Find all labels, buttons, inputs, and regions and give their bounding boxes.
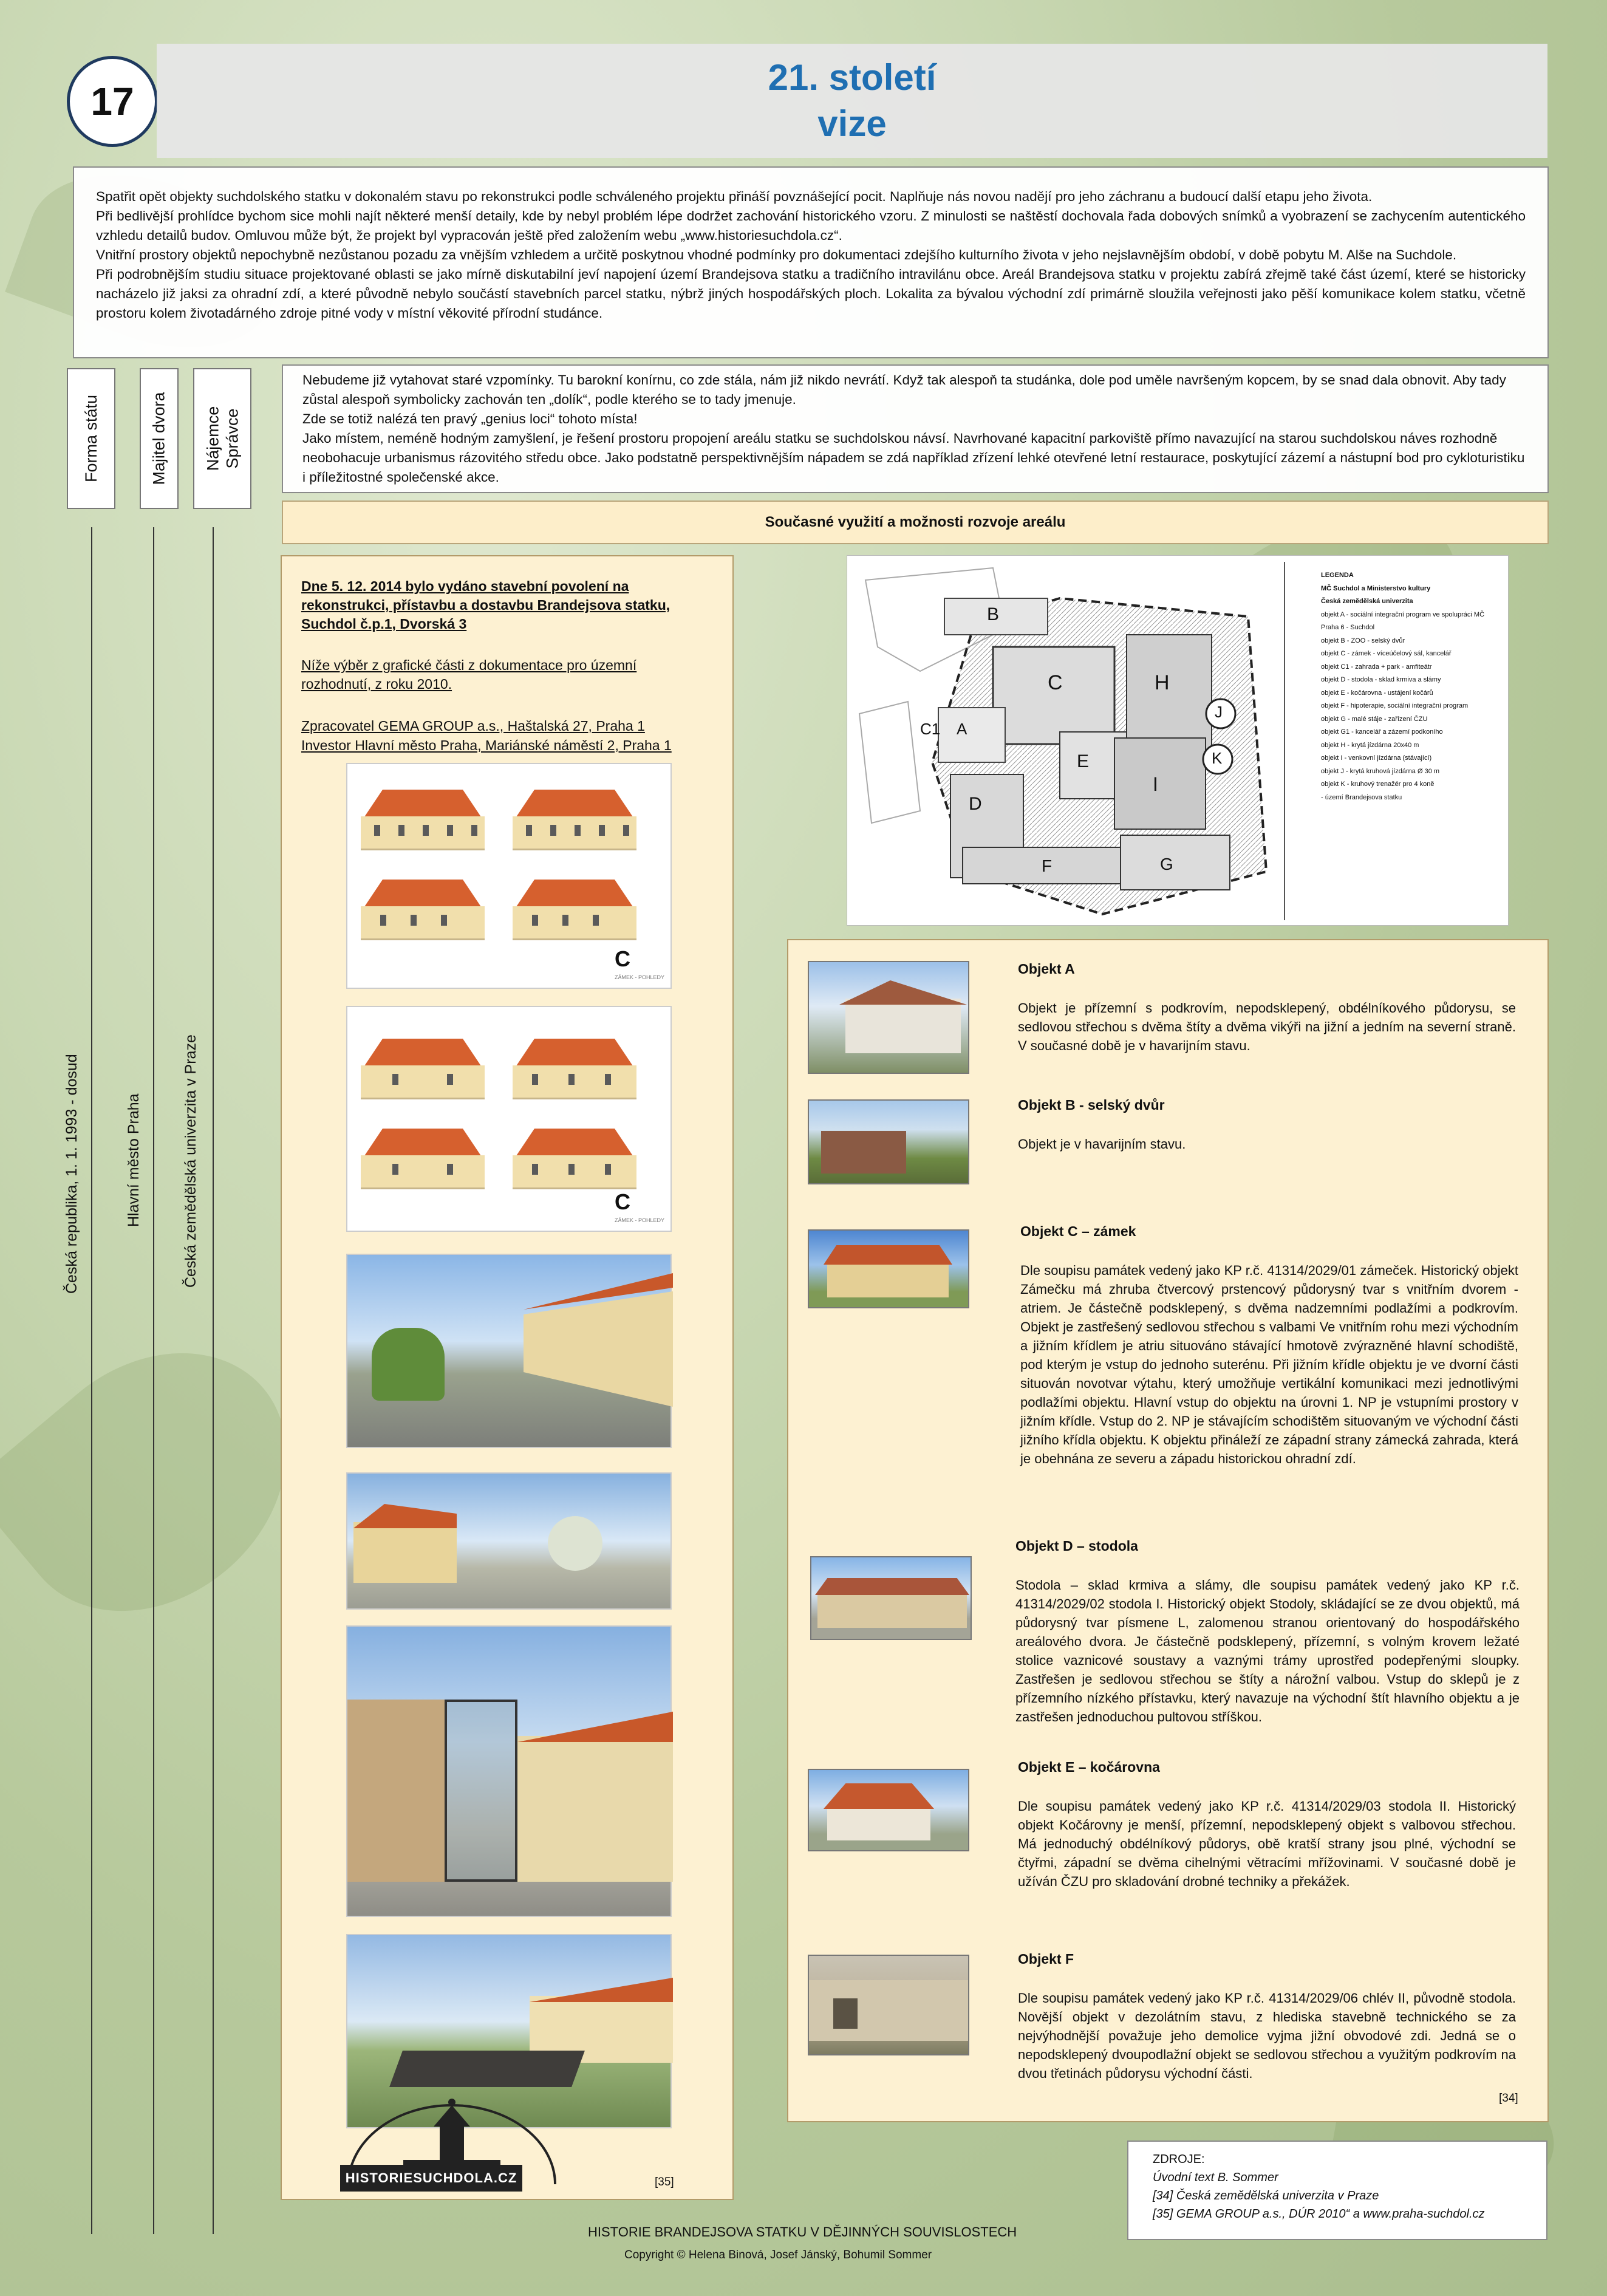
legend-item: MČ Suchdol a Ministerstvo kultury — [1321, 584, 1431, 592]
source-line: [34] Česká zemědělská univerzita v Praze — [1153, 2189, 1379, 2202]
photo-objekt-a — [808, 961, 969, 1074]
sheet-label: C — [615, 946, 630, 971]
objekt-c-heading: Objekt C – zámek — [1020, 1223, 1136, 1239]
najemce-label: Nájemce — [203, 406, 222, 471]
map-label-c1: C1 — [920, 720, 941, 738]
elevation-sheet-2 — [346, 1006, 672, 1232]
map-label-h: H — [1155, 671, 1170, 694]
site-plan-map — [847, 555, 1509, 926]
legend-title: LEGENDA — [1321, 572, 1354, 579]
elevation-sheet-1 — [346, 763, 672, 989]
facade-drawing — [356, 790, 490, 850]
permit-investor: Investor Hlavní město Praha, Mariánské náměstí 2, Praha 1 — [301, 737, 672, 753]
legend-item: objekt E - kočárovna - ustájení kočárů — [1321, 689, 1433, 697]
map-label-b: B — [987, 604, 1000, 624]
timeline-line — [213, 527, 214, 2234]
forma-value: Česká republika, 1. 1. 1993 - dosud — [63, 1054, 80, 1294]
section-heading: Současné využití a možnosti rozvoje areálu — [282, 501, 1549, 544]
sources-box — [1127, 2141, 1547, 2240]
photo-objekt-e — [808, 1769, 969, 1851]
legend-item: objekt K - kruhový trenažér pro 4 koně — [1321, 781, 1435, 788]
legend-item: objekt G1 - kancelář a zázemí podkoního — [1321, 728, 1443, 736]
legend-item: objekt B - ZOO - selský dvůr — [1321, 637, 1405, 644]
logo — [336, 2093, 567, 2196]
facade-drawing — [356, 880, 490, 940]
logo-text: HISTORIESUCHDOLA.CZ — [340, 2165, 522, 2192]
majitel-value: Hlavní město Praha — [125, 1093, 142, 1227]
objekt-d-heading: Objekt D – stodola — [1015, 1538, 1138, 1554]
render-1 — [346, 1254, 672, 1448]
map-label-c: C — [1048, 671, 1063, 694]
legend-item: objekt C1 - zahrada + park - amfiteátr — [1321, 663, 1432, 671]
objekt-f-heading: Objekt F — [1018, 1951, 1074, 1967]
objects-panel — [787, 939, 1549, 2122]
map-label-d: D — [969, 794, 982, 814]
timeline-line — [153, 527, 154, 2234]
vision-paragraph: Zde se totiž nalézá ten pravý „genius loci“ tohoto místa! — [302, 411, 638, 426]
photo-objekt-d — [810, 1556, 972, 1640]
page-number: 17 — [67, 56, 158, 147]
legend-item: objekt D - stodola - sklad krmiva a slámy — [1321, 676, 1441, 683]
objekt-d-text: Stodola – sklad krmiva a slámy, dle soupisu památek vedený jako KP r.č. 41314/2029/02 stodola I. Historický objekt Stodoly, skládající se ze dvou objektů, má půdorysný tvar písmene L, zalomenou stranou orientovaný do hospodářského areálového dvora. Je částečně podsklepený, přízemní, s volným krovem ležaté stolice vaznicové soustavy a vaznými trámy uprostřed podepřenými sloupky. Zastřešen je sedlovou střechou se štíty a nárožní valbou. Vstup do sklepů je z přízemního nízkého přístavku, který navazuje na východní štít hlavního objektu a je zastřešen jednoduchou pultovou stříškou. — [1015, 1577, 1520, 1724]
map-label-a: A — [957, 720, 967, 738]
facade-drawing — [508, 1129, 641, 1189]
legend-item: objekt J - krytá kruhová jízdárna Ø 30 m — [1321, 767, 1440, 775]
page-title: 21. století — [768, 57, 937, 98]
legend-item: - území Brandejsova statku — [1321, 793, 1402, 801]
objects-ref: [34] — [1499, 2092, 1518, 2105]
objekt-e-heading: Objekt E – kočárovna — [1018, 1759, 1160, 1775]
sources-title: ZDROJE: — [1153, 2153, 1205, 2166]
photo-objekt-b — [808, 1099, 969, 1184]
footer-title: HISTORIE BRANDEJSOVA STATKU V DĚJINNÝCH SOUVISLOSTECH — [588, 2224, 1017, 2240]
legend-item: objekt A - sociální integrační program ve spolupráci MČ Praha 6 - Suchdol — [1321, 610, 1485, 631]
timeline-line — [91, 527, 92, 2234]
page-subtitle: vize — [817, 103, 887, 144]
render-2 — [346, 1472, 672, 1610]
facade-drawing — [356, 1129, 490, 1189]
intro-text-box — [73, 166, 1549, 358]
title-bar — [157, 44, 1547, 158]
tab-forma-statu — [67, 368, 115, 509]
vision-text-box — [282, 364, 1549, 493]
vision-paragraph: Nebudeme již vytahovat staré vzpomínky. Tu barokní konírnu, co zde stála, nám již nikdo nevrátí. Když tak alespoň ta studánka, dole pod uměle navršeným kopcem, by se snad dala obnovit. Aby tady zůstal alespoň symbolicky zachován ten „dolík“, podle kterého se to tady jmenuje. — [302, 372, 1506, 407]
source-line: [35] GEMA GROUP a.s., DÚR 2010“ a www.praha-suchdol.cz — [1153, 2207, 1485, 2221]
footer-copyright: Copyright © Helena Binová, Josef Jánský, Bohumil Sommer — [624, 2249, 932, 2261]
sheet-caption: ZÁMEK - POHLEDY — [615, 974, 665, 980]
objekt-b-text: Objekt je v havarijním stavu. — [1018, 1136, 1186, 1152]
render-3-courtyard — [346, 1625, 672, 1917]
objekt-c-text: Dle soupisu památek vedený jako KP r.č. 41314/2029/01 zámeček. Historický objekt Zámečku má zhruba čtvercový prstencový půdorysný tvar s vnitřním dvorem - atriem. Je částečně podsklepený, s dvěma nadzemními podlažími a podkrovím. Objekt je zastřešený sedlovou střechou s valbami Ve vnitřním rohu mezi východním a jižním křídlem je atriu situováno stávající hmotově zvýrazněné hlavní schodiště, pod kterým je vstup do jednoho suterénu. Při jižním křídle objektu je ve dvorní části situován novotvar výtahu, který umožňuje vertikální komunikaci mezi jednotlivými podlažími objektu. Hlavní vstup do objektu na úrovni 1. NP je vstupními prostory v jižním křídle. Vstup do 2. NP je stávajícím schodištěm situovaným ve východní části jižního křídla objektu. K objektu přináleží ze západní strany zámecká zahrada, která je obehnána ze severu a západu historickou ohradní zdí. — [1020, 1263, 1518, 1466]
photo-objekt-f — [808, 1955, 969, 2055]
tab-majitel-dvora — [140, 368, 179, 509]
legend-item: Česká zemědělská univerzita — [1321, 598, 1413, 605]
intro-paragraph: Při bedlivější prohlídce bychom sice mohli najít některé menší detaily, kde by nebyl problém lépe dodržet zachování historického vzoru. Z minulosti se naštěstí dochovala řada dobových snímků a vyobrazení se zachycením autentického vzhledu detailů budov. Omluvou může být, že projekt byl vypracován ještě před založením webu „www.historiesuchdola.cz“. — [96, 208, 1526, 243]
permit-panel — [281, 555, 734, 2200]
tab-label: Majitel dvora — [150, 392, 168, 485]
legend-item: objekt G - malé stáje - zařízení ČZU — [1321, 715, 1428, 723]
map-label-j: J — [1215, 703, 1223, 721]
render-ref: [35] — [655, 2176, 674, 2188]
map-label-g: G — [1160, 855, 1173, 873]
sheet-label: C — [615, 1189, 630, 1214]
legend-item: objekt F - hipoterapie, sociální integrační program — [1321, 702, 1469, 709]
spravce-label: Správce — [223, 408, 242, 469]
tab-label — [203, 406, 242, 471]
map-legend — [1321, 569, 1503, 804]
intro-paragraph: Spatřit opět objekty suchdolského statku v dokonalém stavu po rekonstrukci podle schváleného projektu přináší povznášející pocit. Naplňuje nás novou nadějí pro jeho záchranu a budoucí další etapu jeho života. — [96, 189, 1373, 204]
vision-paragraph: Jako místem, neméně hodným zamyšlení, je řešení prostoru propojení areálu statku se suchdolskou návsí. Navrhované kapacitní parkoviště přímo navazující na starou suchdolskou náves rozhodně neobohacuje urbanismus rázovitého středu obce. Jako podstatně perspektivnějším nápadem se zdá například zřízení lehké otevřené letní restaurace, poskytující zázemí a nástupní bod pro cykloturistiku i příležitostné společenské akce. — [302, 431, 1525, 485]
objekt-a-heading: Objekt A — [1018, 961, 1075, 977]
source-line: Úvodní text B. Sommer — [1153, 2171, 1278, 2184]
objekt-a-text: Objekt je přízemní s podkrovím, nepodsklepený, obdélníkového půdorysu, se sedlovou střechou s dvěma štíty a dvěma vikýři na jižní a jedním na severní straně. V současné době je v havarijním stavu. — [1018, 1000, 1516, 1053]
facade-drawing — [508, 790, 641, 850]
objekt-b-heading: Objekt B - selský dvůr — [1018, 1097, 1165, 1113]
sheet-caption: ZÁMEK - POHLEDY — [615, 1217, 665, 1223]
legend-item: objekt I - venkovní jízdárna (stávající) — [1321, 754, 1432, 762]
spravce-value: Česká zemědělská univerzita v Praze — [182, 1034, 199, 1288]
map-label-k: K — [1212, 749, 1223, 767]
intro-paragraph: Vnitřní prostory objektů nepochybně nezůstanou pozadu za vnějším vzhledem a určitě poskytnou vhodné podmínky pro dokumentaci zdejšího kulturního života v jeho nejslavnějším období, v době pobytu M. Alše na Suchdole. — [96, 247, 1457, 262]
legend-item: objekt C - zámek - víceúčelový sál, kancelář — [1321, 650, 1452, 657]
permit-title: Dne 5. 12. 2014 bylo vydáno stavební povolení na rekonstrukci, přístavbu a dostavbu Brandejsova statku, Suchdol č.p.1, Dvorská 3 — [301, 578, 670, 632]
tab-najemce-spravce — [193, 368, 251, 509]
permit-excerpt: Níže výběr z grafické části z dokumentace pro územní rozhodnutí, z roku 2010. — [301, 657, 637, 692]
facade-drawing — [508, 1039, 641, 1099]
map-label-f: F — [1042, 856, 1053, 875]
intro-paragraph: Při podrobnějším studiu situace projektované oblasti se jako mírně diskutabilní jeví napojení území Brandejsova statku a tradičního intravilánu obce. Areál Brandejsova statku v projektu zabírá zřejmě také část území, které se historicky nacházelo již jaksi za ohradní zdí, a které původně nebylo součástí stavebních parcel statku, nýbrž jiných hospodářských ploch. Lokalita za bývalou východní zdí primárně sloužila veřejnosti jako pěší komunikace kolem statku, včetně prostoru kolem životadárného zdroje pitné vody v místní věkovité přírodní studánce. — [96, 267, 1526, 321]
map-label-e: E — [1077, 751, 1090, 771]
legend-item: objekt H - krytá jízdárna 20x40 m — [1321, 741, 1419, 749]
objekt-e-text: Dle soupisu památek vedený jako KP r.č. 41314/2029/03 stodola II. Historický objekt Kočárovny je menší, přízemní, nepodsklepený objekt s valbovou střechou. Má jednoduchý obdélníkový půdorys, obě kratší strany jsou plné, východní se čtyřmi, západní se dvěma cihelnými větracími mřížovinami. V současné době je užíván ČZU pro skladování drobné techniky a překážek. — [1018, 1799, 1516, 1889]
objekt-f-text: Dle soupisu památek vedený jako KP r.č. 41314/2029/06 chlév II, původně stodola. Novější objekt v dezolátním stavu, z hlediska stavebně technického se za nejvýhodnější považuje jeho demolice vyjma jižní obvodové zdi. Jedná se o nepodsklepený dvoupodlažní objekt se sedlovou střechou a využitým podkrovím na dvou třetinách půdorysu východní části. — [1018, 1990, 1516, 2081]
facade-drawing — [356, 1039, 490, 1099]
facade-drawing — [508, 880, 641, 940]
permit-processor: Zpracovatel GEMA GROUP a.s., Haštalská 27, Praha 1 — [301, 718, 645, 734]
map-label-i: I — [1153, 773, 1158, 795]
photo-objekt-c — [808, 1229, 969, 1308]
tab-label: Forma státu — [82, 394, 101, 483]
